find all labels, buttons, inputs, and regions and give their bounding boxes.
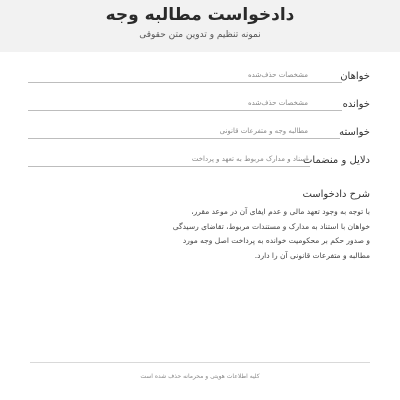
- field-label: خواسته: [339, 127, 370, 138]
- document-header: [0, 0, 400, 52]
- field-value: مشخصات حذف‌شده: [248, 99, 308, 107]
- field-claim: [0, 127, 400, 147]
- field-evidence: [0, 155, 400, 175]
- footer-note: کلیه اطلاعات هویتی و محرمانه حذف شده است: [140, 373, 260, 380]
- document-title: دادخواست مطالبه وجه: [105, 5, 295, 25]
- description-text: با توجه به وجود تعهد مالی و عدم ایفای آن در موعد مقرر، خواهان با استناد به مدارک و مستندات مربوط، تقاضای رسیدگی و صدور حکم بر محکومیت خوانده به پرداخت اصل وجه مورد مطالبه و متفرعات قانونی آن را دارد.: [172, 207, 370, 260]
- field-defendant: [0, 99, 400, 119]
- field-line: [28, 166, 310, 167]
- description-title: شرح دادخواست: [302, 189, 370, 200]
- field-value: مطالبه وجه و متفرعات قانونی: [219, 127, 308, 135]
- field-value: مشخصات حذف‌شده: [248, 71, 308, 79]
- field-label: دلایل و منضمات: [303, 155, 370, 166]
- field-plaintiff: [0, 71, 400, 91]
- field-line: [28, 110, 342, 111]
- footer-divider: [30, 362, 370, 363]
- field-label: خواهان: [340, 71, 370, 82]
- field-value: اسناد و مدارک مربوط به تعهد و پرداخت: [191, 155, 308, 163]
- field-line: [28, 82, 342, 83]
- field-line: [28, 138, 340, 139]
- document-subtitle: نمونه تنظیم و تدوین متن حقوقی: [139, 30, 261, 40]
- field-label: خوانده: [342, 99, 370, 110]
